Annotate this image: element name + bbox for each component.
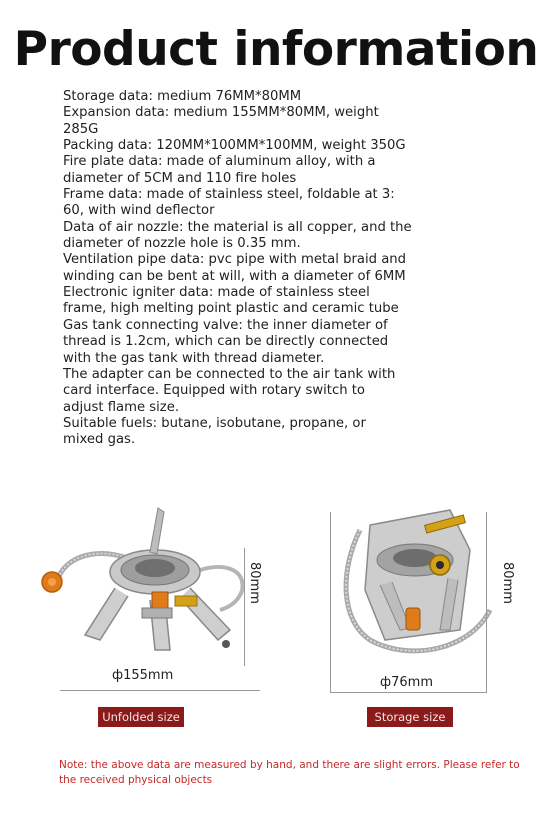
unfolded-width-line: [60, 690, 260, 691]
storage-right-guide: [486, 512, 487, 692]
spec-line: Storage data: medium 76MM*80MM: [63, 89, 302, 104]
unfolded-height-label: 80mm: [247, 562, 262, 604]
spec-line: Suitable fuels: butane, isobutane, propane, or: [63, 415, 366, 431]
spec-line: adjust flame size.: [63, 399, 180, 415]
spec-line: Data of air nozzle: the material is all copper, and the: [63, 219, 412, 235]
storage-width-label: ф76mm: [380, 675, 433, 690]
unfolded-size-tag: Unfolded size: [98, 707, 184, 727]
spec-line: 60, with wind deflector: [63, 203, 215, 219]
unfolded-stove-figure: [30, 500, 280, 670]
storage-stove-figure: [330, 490, 500, 665]
unfolded-width-label: ф155mm: [112, 668, 174, 683]
storage-width-line: [330, 692, 487, 693]
storage-left-guide: [330, 512, 331, 692]
spec-line: The adapter can be connected to the air tank with: [63, 366, 396, 382]
spec-line: Gas tank connecting valve: the inner diameter of: [63, 317, 388, 333]
spec-line: with the gas tank with thread diameter.: [63, 350, 325, 366]
spec-line: 285G: [63, 121, 99, 137]
spec-line: winding can be bent at will, with a diameter of 6MM: [63, 268, 406, 284]
spec-line: diameter of nozzle hole is 0.35 mm.: [63, 236, 301, 252]
spec-line: Ventilation pipe data: pvc pipe with metal braid and: [63, 252, 407, 268]
spec-line: Packing data: 120MM*100MM*100MM, weight 350G: [63, 138, 406, 154]
unfolded-height-line: [244, 548, 245, 666]
spec-line: thread is 1.2cm, which can be directly connected: [63, 334, 389, 350]
storage-height-label: 80mm: [500, 562, 515, 604]
storage-stove-image: [330, 490, 500, 665]
measurement-note: Note: the above data are measured by hand, and there are slight errors. Please refer to the received physical objects: [59, 759, 520, 786]
spec-line: Frame data: made of stainless steel, foldable at 3:: [63, 187, 395, 203]
spec-line: card interface. Equipped with rotary switch to: [63, 383, 365, 399]
spec-line: Expansion data: medium 155MM*80MM, weight: [63, 105, 379, 121]
unfolded-stove-image: [30, 500, 280, 670]
page-title: Product information: [13, 22, 539, 77]
spec-line: diameter of 5CM and 110 fire holes: [63, 170, 297, 186]
storage-size-tag: Storage size: [367, 707, 453, 727]
spec-line: Fire plate data: made of aluminum alloy, with a: [63, 154, 376, 170]
spec-line: frame, high melting point plastic and ceramic tube: [63, 301, 399, 317]
spec-line: Electronic igniter data: made of stainless steel: [63, 285, 370, 301]
spec-line: mixed gas.: [63, 432, 136, 448]
spec-list: [63, 89, 458, 449]
